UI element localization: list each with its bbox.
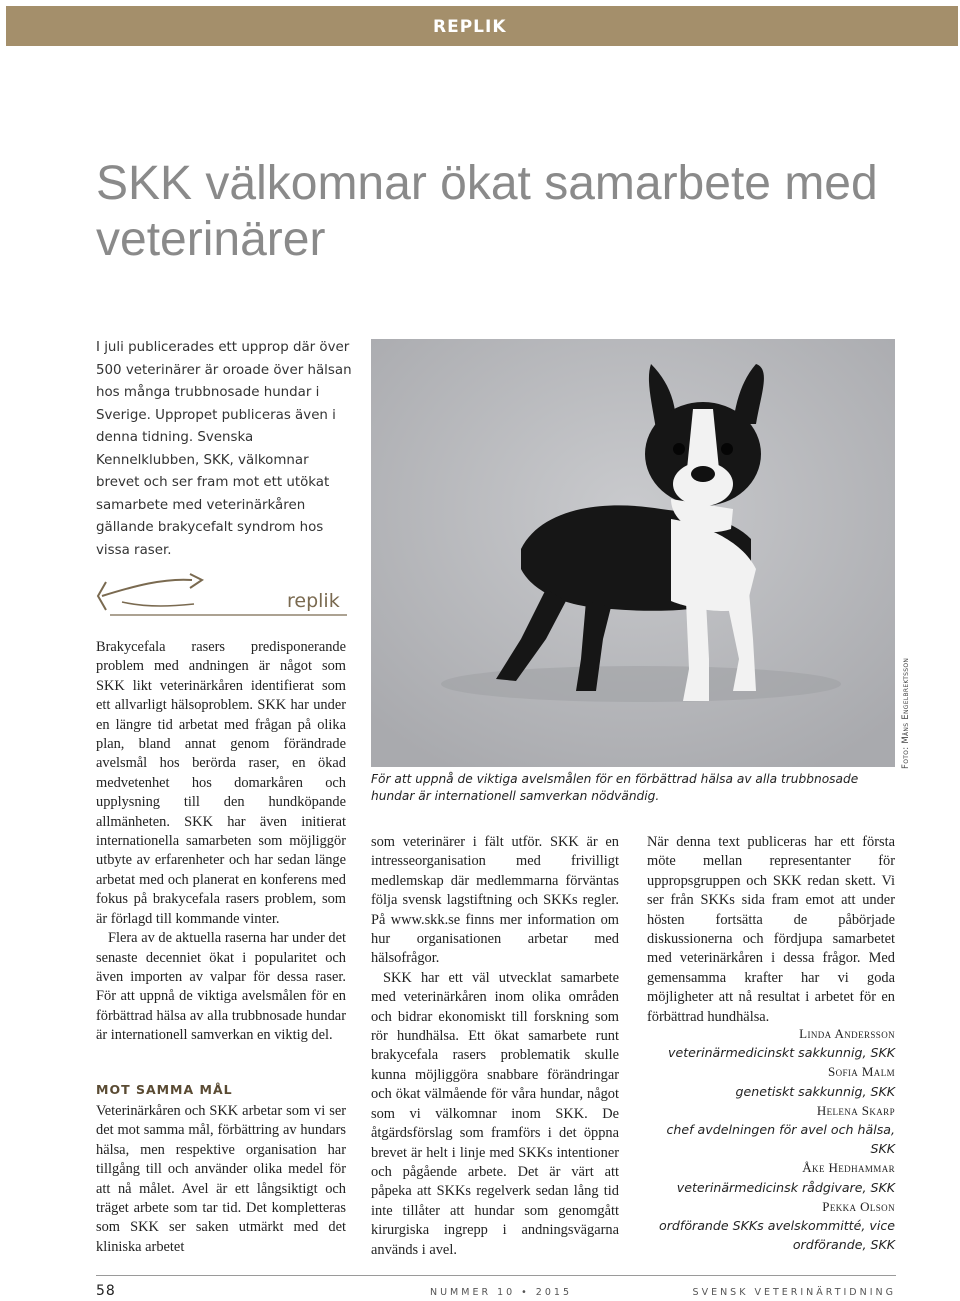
article-lede: I juli publicerades ett upprop där över 500 veterinärer är oroade över hälsan hos många trubbnosade hundar i Sverige. Uppropet publiceras även i denna tidning. Svenska Kennelklubben, SKK, välkomnar brevet och ser fram mot ett utökat samarbete med veterinärkåren gällande brakycefalt syndrom hos vissa raser. [96,340,352,558]
signatory-name: Pekka Olson [822,1198,895,1214]
replik-logo-label: replik [287,590,340,612]
column-1-continued [96,1102,346,1257]
signatory-role: veterinärmedicinskt sakkunnig, SKK [668,1045,895,1061]
signatory-name: Sofia Malm [827,1064,895,1080]
signatory-role: veterinärmedicinsk rådgivare, SKK [676,1179,895,1195]
photo-credit-text: Foto: Måns Engelbrektsson [901,657,911,769]
dog-photo [371,339,895,767]
column-2-body [371,833,619,1260]
signatory-name: Linda Andersson [799,1026,895,1041]
paragraph: Brakycefala rasers predisponerande problem med andningen är något som SKK likt veterinärkåren identifierat som ett allvarligt hälsoproblem. SKK har under en längre tid arbetat med frågan på olika plan, bland annat genom förändrade avelsmål hos berörda raser, en ökad medvetenhet hos domarkåren och upplysning till den hundköpande allmänheten. SKK har även initierat internationella samarbeten som möjliggör utbyte av erfarenheter och har sedan länge arbetat med och planerat en konferens med fokus på brakycefala rasers problem, som är förlagd till kommande vinter. [96,639,346,927]
column-3-body [647,833,895,1027]
signatory-name: Åke Hedhammar [802,1160,895,1176]
paragraph: Flera av de aktuella raserna har under det senaste decenniet ökat i popularitet och även importen av valpar för dessa raser. För att uppnå de viktiga avelsmålen för en förbättrad hälsa av alla trubbnosade hundar är internationell samverkan en viktig del. [96,930,346,1044]
photo-caption: För att uppnå de viktiga avelsmålen för en förbättrad hälsa av alla trubbnosade hundar är internationell samverkan nödvändig. [371,772,859,803]
paragraph: SKK har ett väl utvecklat samarbete med veterinärkåren inom olika områden och bidrar ekonomiskt till forskning som rör hundhälsa. Ett ökat samarbete runt brakycefala rasers problematik skulle kunna möjliggöra snabbare förändringar och ökat välmående för våra hundar, något som vi välkomnar inom SKK. De åtgärdsförslag som framförs i det öppna brevet är helt i linje med SKKs intentioner och pågående arbete. Det är värt att påpeka att SKKs regelverk sedan lång tid inte tillåter att hundar som genomgått kirurgiska ingrepp i andningsvägarna används i avel. [371,969,619,1258]
subheading: MOT SAMMA MÅL [96,1082,233,1097]
signatory-role: chef avdelningen för avel och hälsa, SKK [666,1122,895,1157]
photo-credit [901,657,919,769]
issue-label: NUMMER 10 • 2015 [430,1287,572,1298]
journal-name: SVENSK VETERINÄRTIDNING [692,1287,896,1298]
page-number: 58 [96,1283,116,1299]
paragraph: När denna text publiceras har ett första möte mellan representanter för uppropsgruppen och SKK redan skett. Vi ser från SKKs sida fram emot att under hösten fortsätta de påbörjade diskussionerna och fördjupa samarbetet med veterinärkåren i dessa frågor. Med gemensamma krafter har vi goda möjligheter att nå resultat i arbetet för en förbättrad hundhälsa. [647,834,895,1025]
signatory-name: Helena Skarp [816,1102,895,1118]
signatory-role: ordförande SKKs avelskommitté, vice ordförande, SKK [659,1218,895,1253]
signatories [647,1024,895,1254]
article-title: SKK välkomnar ökat samarbete med veterinärer [96,157,878,266]
signatory-role: genetiskt sakkunnig, SKK [735,1083,895,1099]
paragraph: Veterinärkåren och SKK arbetar som vi ser det mot samma mål, förbättring av hundars hälsa, men respektive organisation har tillgång till och använder olika medel för att nå målet. Avel är ett långsiktigt och träget arbete som tar tid. Det kompletteras som SKK ser saken utmärkt med det kliniska arbetet [96,1103,346,1255]
boston-terrier-illustration [371,339,895,767]
column-1-body [96,638,346,1046]
section-label: REPLIK [433,17,507,37]
paragraph: som veterinärer i fält utför. SKK är en intresseorganisation med frivilligt medlemskap där medlemmarna förväntas följa svensk lagstiftning och SKKs regler. På www.skk.se finns mer information om hur organisationen arbetar med hälsofrågor. [371,834,619,967]
footer-divider [96,1275,896,1276]
